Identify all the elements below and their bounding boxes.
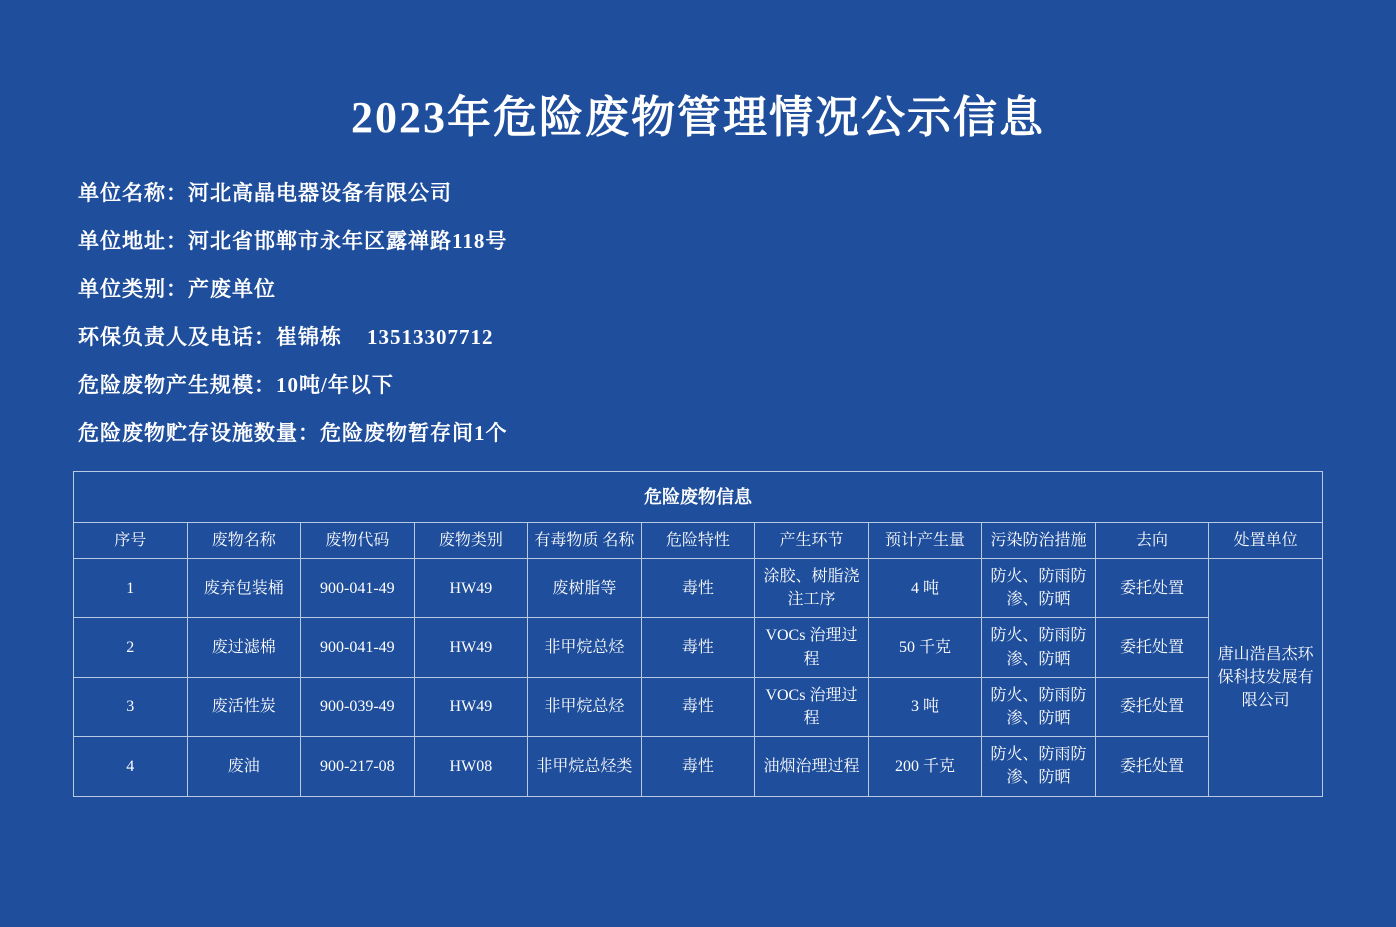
cell-pollution-control: 防火、防雨防渗、防晒 [982, 677, 1096, 736]
cell-estimated-amount: 50 千克 [868, 618, 982, 677]
column-header-index: 序号 [74, 522, 188, 558]
cell-waste-name: 废活性炭 [187, 677, 301, 736]
cell-hazard-property: 毒性 [641, 559, 755, 618]
cell-destination: 委托处置 [1095, 737, 1209, 796]
info-line-company-category: 单位类别：产废单位 [78, 276, 276, 301]
info-line-company-address: 单位地址：河北省邯郸市永年区露禅路118号 [78, 228, 508, 253]
column-header-hazard-property: 危险特性 [641, 522, 755, 558]
cell-waste-code: 900-041-49 [301, 559, 415, 618]
cell-toxic-substance: 非甲烷总烃 [528, 618, 642, 677]
cell-waste-name: 废过滤棉 [187, 618, 301, 677]
cell-pollution-control: 防火、防雨防渗、防晒 [982, 618, 1096, 677]
info-line-company-name: 单位名称：河北高晶电器设备有限公司 [78, 180, 452, 205]
cell-hazard-property: 毒性 [641, 737, 755, 796]
column-header-toxic-substance: 有毒物质 名称 [528, 522, 642, 558]
cell-pollution-control: 防火、防雨防渗、防晒 [982, 559, 1096, 618]
cell-index: 2 [74, 618, 188, 677]
cell-generation-process: VOCs 治理过程 [755, 677, 869, 736]
cell-waste-category: HW49 [414, 559, 528, 618]
cell-hazard-property: 毒性 [641, 618, 755, 677]
cell-index: 3 [74, 677, 188, 736]
cell-generation-process: 涂胶、树脂浇注工序 [755, 559, 869, 618]
hazardous-waste-table [73, 471, 1323, 797]
table-caption-row [74, 471, 1323, 522]
cell-waste-category: HW08 [414, 737, 528, 796]
column-header-estimated-amount: 预计产生量 [868, 522, 982, 558]
table-header-row [74, 522, 1323, 558]
column-header-destination: 去向 [1095, 522, 1209, 558]
cell-estimated-amount: 200 千克 [868, 737, 982, 796]
cell-waste-name: 废油 [187, 737, 301, 796]
cell-estimated-amount: 3 吨 [868, 677, 982, 736]
cell-destination: 委托处置 [1095, 559, 1209, 618]
column-header-waste-category: 废物类别 [414, 522, 528, 558]
cell-destination: 委托处置 [1095, 618, 1209, 677]
info-line-storage-facilities: 危险废物贮存设施数量：危险废物暂存间1个 [78, 420, 508, 445]
cell-disposal-unit: 唐山浩昌杰环保科技发展有限公司 [1209, 559, 1323, 797]
company-info-block [72, 180, 1324, 445]
cell-generation-process: VOCs 治理过程 [755, 618, 869, 677]
table-row [74, 618, 1323, 677]
column-header-generation-process: 产生环节 [755, 522, 869, 558]
info-line-waste-scale: 危险废物产生规模：10吨/年以下 [78, 372, 394, 397]
cell-waste-code: 900-039-49 [301, 677, 415, 736]
cell-waste-category: HW49 [414, 677, 528, 736]
cell-waste-name: 废弃包装桶 [187, 559, 301, 618]
page-title: 2023年危险废物管理情况公示信息 [351, 93, 1045, 142]
cell-generation-process: 油烟治理过程 [755, 737, 869, 796]
cell-destination: 委托处置 [1095, 677, 1209, 736]
cell-toxic-substance: 废树脂等 [528, 559, 642, 618]
cell-index: 4 [74, 737, 188, 796]
cell-waste-code: 900-217-08 [301, 737, 415, 796]
table-caption: 危险废物信息 [74, 471, 1323, 522]
column-header-waste-name: 废物名称 [187, 522, 301, 558]
table-row [74, 677, 1323, 736]
column-header-pollution-control: 污染防治措施 [982, 522, 1096, 558]
table-row [74, 737, 1323, 796]
column-header-disposal-unit: 处置单位 [1209, 522, 1323, 558]
cell-waste-code: 900-041-49 [301, 618, 415, 677]
column-header-waste-code: 废物代码 [301, 522, 415, 558]
table-row [74, 559, 1323, 618]
info-line-environment-officer: 环保负责人及电话：崔锦栋 13513307712 [78, 324, 494, 349]
cell-estimated-amount: 4 吨 [868, 559, 982, 618]
cell-toxic-substance: 非甲烷总烃 [528, 677, 642, 736]
cell-toxic-substance: 非甲烷总烃类 [528, 737, 642, 796]
cell-waste-category: HW49 [414, 618, 528, 677]
cell-index: 1 [74, 559, 188, 618]
cell-pollution-control: 防火、防雨防渗、防晒 [982, 737, 1096, 796]
cell-hazard-property: 毒性 [641, 677, 755, 736]
